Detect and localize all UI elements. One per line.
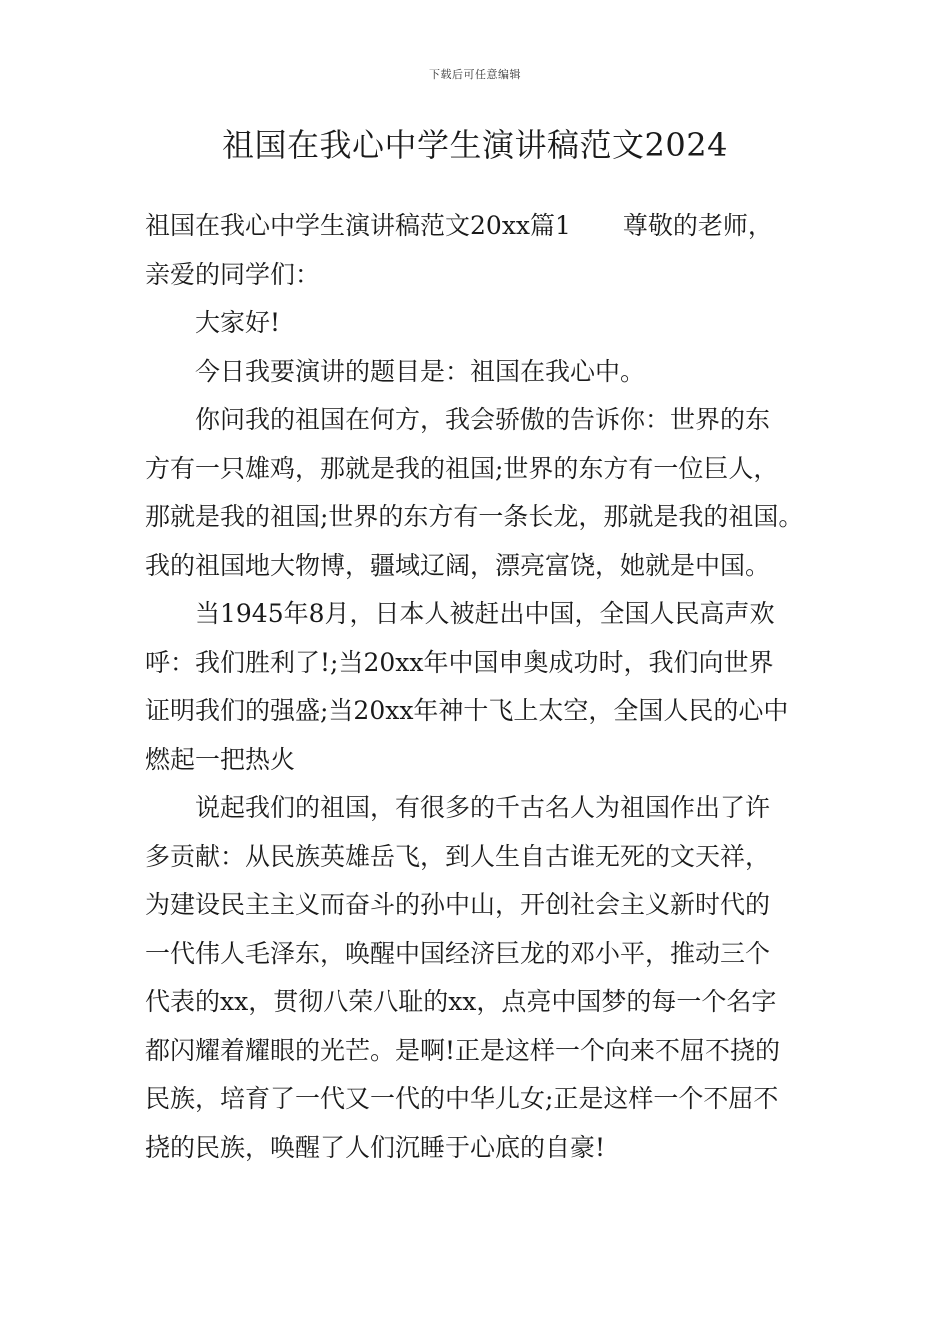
salutation-second: 亲爱的同学们： [145, 259, 321, 289]
paragraph-line: 方有一只雄鸡，那就是我的祖国;世界的东方有一位巨人， [145, 453, 779, 483]
intro-heading: 祖国在我心中学生演讲稿范文20xx篇1 [145, 211, 571, 240]
paragraph-greeting: 大家好! [195, 308, 281, 337]
paragraph-line: 一代伟人毛泽东，唤醒中国经济巨龙的邓小平，推动三个 [145, 938, 771, 968]
paragraph-line: 都闪耀着耀眼的光芒。是啊!正是这样一个向来不屈不挠的 [145, 1035, 781, 1065]
paragraph-line: 为建设民主主义而奋斗的孙中山，开创社会主义新时代的 [145, 890, 771, 919]
document-body [145, 202, 807, 1172]
document-title: 祖国在我心中学生演讲稿范文2024 [222, 126, 728, 164]
paragraph-line: 代表的xx，贯彻八荣八耻的xx，点亮中国梦的每一个名字 [145, 987, 777, 1016]
paragraph-line: 那就是我的祖国;世界的东方有一条长龙，那就是我的祖国。 [145, 502, 804, 531]
paragraph-line: 说起我们的祖国，有很多的千古名人为祖国作出了许 [195, 793, 771, 822]
paragraph-line: 挠的民族，唤醒了人们沉睡于心底的自豪! [145, 1132, 606, 1162]
paragraph-line: 多贡献：从民族英雄岳飞，到人生自古谁无死的文天祥， [145, 841, 771, 871]
paragraph-line: 你问我的祖国在何方，我会骄傲的告诉你：世界的东 [195, 405, 771, 434]
paragraph-line: 民族，培育了一代又一代的中华儿女;正是这样一个不屈不 [145, 1084, 779, 1113]
paragraph-line: 当1945年8月，日本人被赶出中国，全国人民高声欢 [195, 599, 775, 628]
header-note: 下载后可任意编辑 [429, 68, 521, 81]
paragraph-topic: 今日我要演讲的题目是：祖国在我心中。 [195, 356, 646, 386]
paragraph-line: 我的祖国地大物博，疆域辽阔，漂亮富饶，她就是中国。 [145, 550, 771, 580]
paragraph-line: 燃起一把热火 [145, 744, 296, 774]
paragraph-line: 呼：我们胜利了!;当20xx年中国申奥成功时，我们向世界 [145, 647, 774, 677]
intro-line [145, 202, 807, 251]
paragraph-line: 证明我们的强盛;当20xx年神十飞上太空，全国人民的心中 [145, 696, 789, 725]
salutation-first: 尊敬的老师， [622, 211, 773, 240]
